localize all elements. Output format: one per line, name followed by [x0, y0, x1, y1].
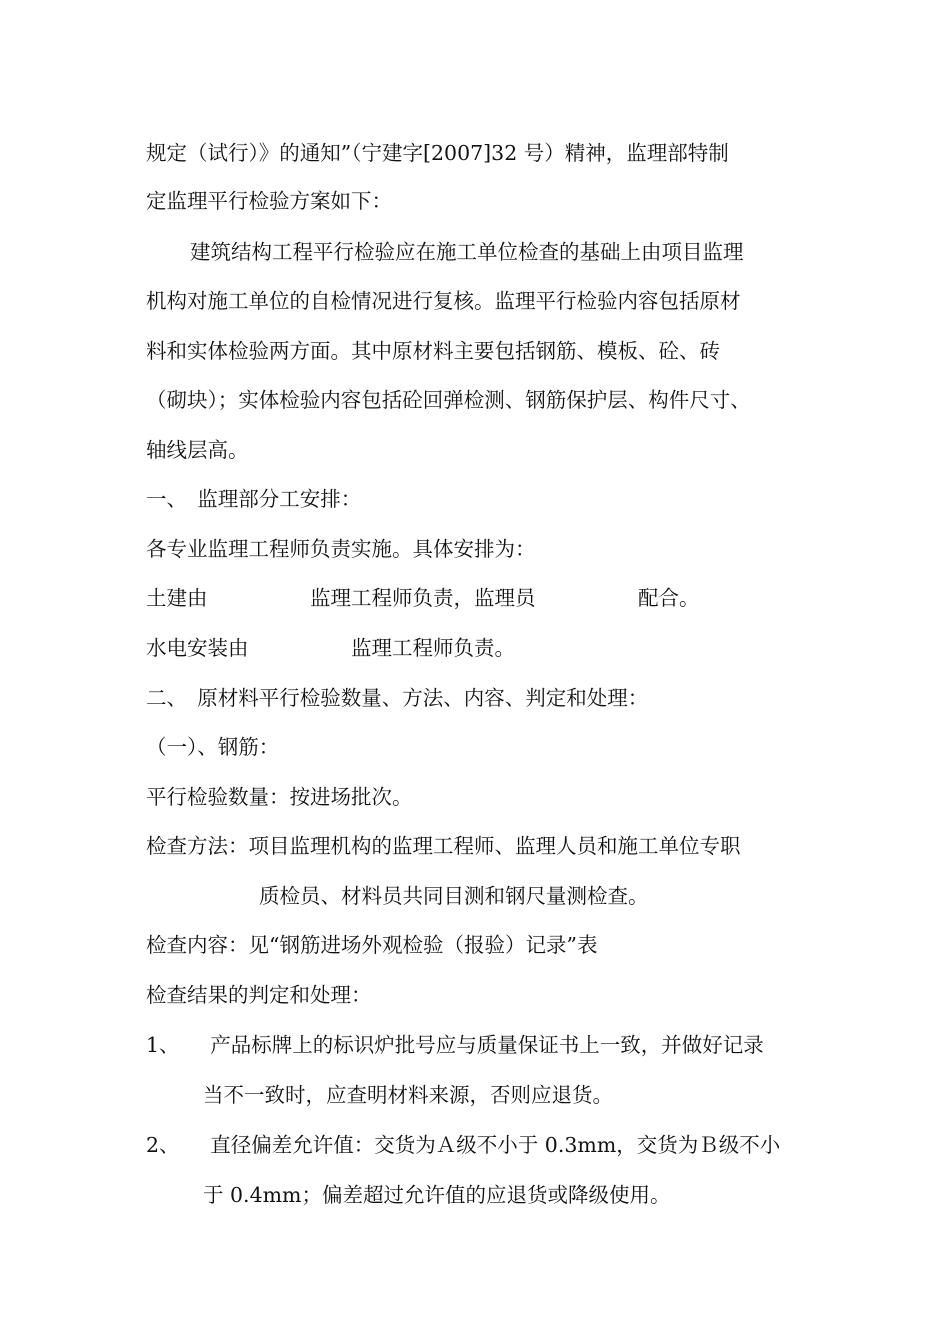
paragraph-line: 定监理平行检验方案如下：	[146, 189, 392, 213]
paragraph-line: 水电安装由 监理工程师负责。	[146, 636, 515, 660]
section-heading: 二、 原材料平行检验数量、方法、内容、判定和处理：	[146, 686, 649, 710]
paragraph-line: 质检员、材料员共同目测和钢尺量测检查。	[259, 884, 649, 908]
list-item-continuation: 于 0.4mm；偏差超过允许值的应退货或降级使用。	[203, 1183, 671, 1207]
paragraph-line: 土建由 监理工程师负责，监理员 配合。	[146, 586, 700, 610]
paragraph-line: 检查方法：项目监理机构的监理工程师、监理人员和施工单位专职	[146, 834, 741, 858]
paragraph-line: 检查内容：见“钢筋进场外观检验（报验）记录”表	[146, 933, 598, 957]
list-item: 2、 直径偏差允许值：交货为Ａ级不小于 0.3mm，交货为Ｂ级不小	[146, 1133, 781, 1157]
paragraph-line: （砌块）；实体检验内容包括砼回弹检测、钢筋保护层、构件尺寸、	[146, 388, 751, 412]
paragraph-line: 料和实体检验两方面。其中原材料主要包括钢筋、模板、砼、砖	[146, 339, 720, 363]
paragraph-line: 机构对施工单位的自检情况进行复核。监理平行检验内容包括原材	[146, 289, 741, 313]
paragraph-line: 平行检验数量：按进场批次。	[146, 785, 413, 809]
paragraph-line: 检查结果的判定和处理：	[146, 983, 372, 1007]
paragraph-line: 规定（试行）》的通知”（宁建字[2007]32 号）精神，监理部特制	[146, 141, 729, 165]
list-item: 1、 产品标牌上的标识炉批号应与质量保证书上一致，并做好记录	[146, 1033, 764, 1057]
paragraph-line: 轴线层高。	[146, 438, 249, 462]
list-item-continuation: 当不一致时，应查明材料来源，否则应退货。	[203, 1083, 613, 1107]
subsection-heading: （一）、钢筋：	[146, 735, 280, 759]
paragraph-line: 建筑结构工程平行检验应在施工单位检查的基础上由项目监理	[190, 240, 744, 264]
section-heading: 一、 监理部分工安排：	[146, 487, 362, 511]
paragraph-line: 各专业监理工程师负责实施。具体安排为：	[146, 537, 536, 561]
